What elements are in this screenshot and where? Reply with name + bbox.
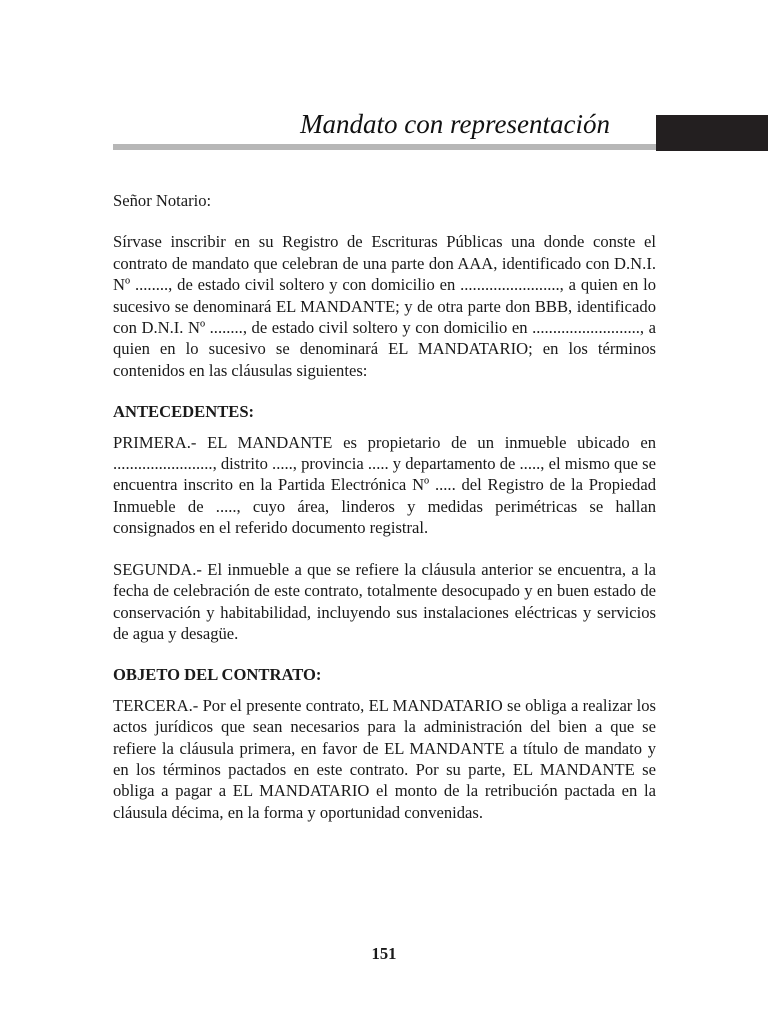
clause-segunda [113, 559, 656, 645]
clause-tercera [113, 695, 656, 823]
clause-label: SEGUNDA.- [113, 559, 202, 579]
greeting: Señor Notario: [113, 191, 212, 210]
chapter-tab [656, 115, 768, 151]
intro-paragraph: Sírvase inscribir en su Registro de Escrituras Públicas una donde conste el contrato de mandato que celebran de una parte don AAA, identificado con D.N.I. Nº ........, de estado civil soltero y con domicilio en ........................, a quien en lo sucesivo se denominará EL MANDANTE; y de otra parte don BBB, identificado con D.N.I. Nº ........, de estado civil soltero y con domicilio en .........................., a quien en lo sucesivo se denominará EL MANDATARIO; en los términos contenidos en las cláusulas siguientes: [113, 232, 656, 380]
page-title: Mandato con representación [300, 109, 610, 139]
clause-text: EL MANDANTE es propietario de un inmueble ubicado en ........................, distrito ....., provincia ..... y departamento de ....., el mismo que se encuentra inscrito en la Partida Electrónica Nº ..... del Registro de la Propiedad Inmueble de ....., cuyo área, linderos y medidas perimétricas se hallan consignados en el referido documento registral. [113, 432, 656, 538]
page-number: 151 [371, 944, 397, 963]
section-heading-objeto: OBJETO DEL CONTRATO: [113, 665, 322, 685]
clause-text: El inmueble a que se refiere la cláusula anterior se encuentra, a la fecha de celebración de este contrato, totalmente desocupado y en buen estado de conservación y habitabilidad, incluyendo sus instalaciones eléctricas y servicios de agua y desagüe. [113, 559, 656, 643]
clause-label: PRIMERA.- [113, 432, 197, 452]
header-rule [113, 144, 656, 150]
clause-text: Por el presente contrato, EL MANDATARIO se obliga a realizar los actos jurídicos que sean necesarios para la administración del bien a que se refiere la cláusula primera, en favor de EL MANDANTE a título de mandato y en los términos pactados en este contrato. Por su parte, EL MANDANTE se obliga a pagar a EL MANDATARIO el monto de la retribución pactada en la cláusula décima, en la forma y oportunidad convenidas. [113, 695, 656, 822]
document-body [113, 190, 656, 823]
section-heading-antecedentes: ANTECEDENTES: [113, 402, 255, 422]
clause-label: TERCERA.- [113, 695, 199, 715]
clause-primera [113, 432, 656, 539]
